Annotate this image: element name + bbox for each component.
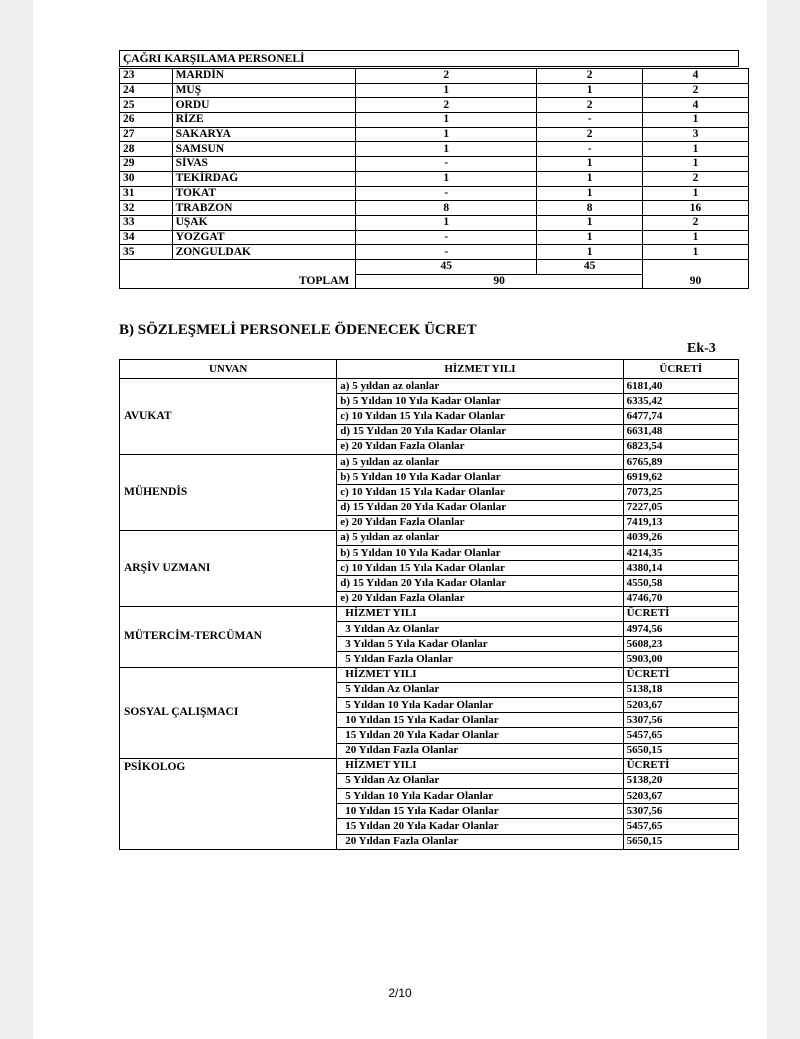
unvan-arsiv: ARŞİV UZMANI xyxy=(120,530,337,606)
row-number: 28 xyxy=(120,142,173,157)
city-name: TEKİRDAĞ xyxy=(172,171,356,186)
city-name: SİVAS xyxy=(172,157,356,172)
sub-header-ucret: ÜCRETİ xyxy=(623,667,738,682)
service-years: d) 15 Yıldan 20 Yıla Kadar Olanlar xyxy=(337,500,623,515)
table-row xyxy=(120,454,739,469)
service-years: c) 10 Yıldan 15 Yıla Kadar Olanlar xyxy=(337,485,623,500)
table-title: ÇAĞRI KARŞILAMA PERSONELİ xyxy=(119,50,739,67)
row-number: 34 xyxy=(120,230,173,245)
city-name: UŞAK xyxy=(172,215,356,230)
document-page xyxy=(33,0,767,1039)
salary-amount: 5138,18 xyxy=(623,682,738,697)
row-total: 2 xyxy=(643,171,749,186)
table-row xyxy=(120,230,749,245)
service-years: a) 5 yıldan az olanlar xyxy=(337,454,623,469)
count-b: 1 xyxy=(537,186,643,201)
service-years: d) 15 Yıldan 20 Yıla Kadar Olanlar xyxy=(337,424,623,439)
row-number: 25 xyxy=(120,98,173,113)
count-a: 1 xyxy=(356,127,537,142)
row-number: 31 xyxy=(120,186,173,201)
sub-header-row xyxy=(120,667,739,682)
count-b: 1 xyxy=(537,245,643,260)
salary-amount: 5903,00 xyxy=(623,652,738,667)
row-number: 23 xyxy=(120,69,173,84)
table-row xyxy=(120,142,749,157)
service-years: a) 5 yıldan az olanlar xyxy=(337,379,623,394)
count-b: 2 xyxy=(537,98,643,113)
service-years: 20 Yıldan Fazla Olanlar xyxy=(337,743,623,758)
row-number: 27 xyxy=(120,127,173,142)
salary-amount: 5307,56 xyxy=(623,713,738,728)
sub-header-hizmet: HİZMET YILI xyxy=(337,606,623,621)
row-total: 2 xyxy=(643,215,749,230)
service-years: b) 5 Yıldan 10 Yıla Kadar Olanlar xyxy=(337,394,623,409)
count-b: 1 xyxy=(537,83,643,98)
grand-total: 90 xyxy=(643,274,749,289)
salary-amount: 6477,74 xyxy=(623,409,738,424)
city-name: ORDU xyxy=(172,98,356,113)
salary-amount: 7227,05 xyxy=(623,500,738,515)
salary-amount: 4974,56 xyxy=(623,622,738,637)
personnel-distribution-table xyxy=(119,68,749,289)
service-years: 15 Yıldan 20 Yıla Kadar Olanlar xyxy=(337,819,623,834)
page-number: 2/10 xyxy=(388,986,412,1000)
service-years: c) 10 Yıldan 15 Yıla Kadar Olanlar xyxy=(337,561,623,576)
service-years: e) 20 Yıldan Fazla Olanlar xyxy=(337,591,623,606)
count-a: 1 xyxy=(356,215,537,230)
service-years: 5 Yıldan 10 Yıla Kadar Olanlar xyxy=(337,789,623,804)
service-years: c) 10 Yıldan 15 Yıla Kadar Olanlar xyxy=(337,409,623,424)
row-total: 1 xyxy=(643,186,749,201)
city-name: TRABZON xyxy=(172,201,356,216)
count-a: 1 xyxy=(356,83,537,98)
header-unvan: UNVAN xyxy=(120,360,337,379)
section-b-heading: B) SÖZLEŞMELİ PERSONELE ÖDENECEK ÜCRET xyxy=(119,322,477,338)
row-number: 33 xyxy=(120,215,173,230)
count-b: - xyxy=(537,113,643,128)
count-a: 8 xyxy=(356,201,537,216)
salary-amount: 6335,42 xyxy=(623,394,738,409)
count-a: - xyxy=(356,157,537,172)
count-a: 1 xyxy=(356,113,537,128)
city-name: ZONGULDAK xyxy=(172,245,356,260)
salary-amount: 6823,54 xyxy=(623,439,738,454)
service-years: b) 5 Yıldan 10 Yıla Kadar Olanlar xyxy=(337,470,623,485)
row-number: 32 xyxy=(120,201,173,216)
service-years: a) 5 yıldan az olanlar xyxy=(337,530,623,545)
table-row xyxy=(120,69,749,84)
sub-header-hizmet: HİZMET YILI xyxy=(337,758,623,773)
service-years: 10 Yıldan 15 Yıla Kadar Olanlar xyxy=(337,804,623,819)
salary-amount: 6181,40 xyxy=(623,379,738,394)
service-years: e) 20 Yıldan Fazla Olanlar xyxy=(337,515,623,530)
row-total: 1 xyxy=(643,113,749,128)
salary-table-header xyxy=(120,360,739,379)
empty-cell xyxy=(643,259,749,274)
city-name: SAKARYA xyxy=(172,127,356,142)
city-name: SAMSUN xyxy=(172,142,356,157)
count-a: - xyxy=(356,186,537,201)
salary-amount: 5457,65 xyxy=(623,819,738,834)
row-number: 35 xyxy=(120,245,173,260)
salary-amount: 6919,62 xyxy=(623,470,738,485)
table-row xyxy=(120,530,739,545)
city-name: TOKAT xyxy=(172,186,356,201)
row-total: 1 xyxy=(643,245,749,260)
salary-amount: 4214,35 xyxy=(623,546,738,561)
salary-amount: 5203,67 xyxy=(623,789,738,804)
count-b: 1 xyxy=(537,157,643,172)
row-total: 1 xyxy=(643,142,749,157)
salary-amount: 5650,15 xyxy=(623,834,738,849)
table-row xyxy=(120,379,739,394)
service-years: 10 Yıldan 15 Yıla Kadar Olanlar xyxy=(337,713,623,728)
count-b: 1 xyxy=(537,215,643,230)
row-total: 1 xyxy=(643,230,749,245)
salary-amount: 5457,65 xyxy=(623,728,738,743)
count-b: 8 xyxy=(537,201,643,216)
unvan-sosyal: SOSYAL ÇALIŞMACI xyxy=(120,667,337,758)
service-years: 5 Yıldan 10 Yıla Kadar Olanlar xyxy=(337,697,623,712)
table-row xyxy=(120,113,749,128)
salary-amount: 6765,89 xyxy=(623,454,738,469)
row-number: 30 xyxy=(120,171,173,186)
service-years: 5 Yıldan Az Olanlar xyxy=(337,682,623,697)
total-row xyxy=(120,274,749,289)
sub-header-row xyxy=(120,606,739,621)
row-total: 4 xyxy=(643,69,749,84)
unvan-muhendis: MÜHENDİS xyxy=(120,454,337,530)
table-row xyxy=(120,83,749,98)
row-total: 4 xyxy=(643,98,749,113)
city-name: MUŞ xyxy=(172,83,356,98)
unvan-avukat: AVUKAT xyxy=(120,379,337,455)
city-name: RİZE xyxy=(172,113,356,128)
unvan-mutercim: MÜTERCİM-TERCÜMAN xyxy=(120,606,337,667)
table-row xyxy=(120,171,749,186)
subtotal-row xyxy=(120,259,749,274)
row-total: 3 xyxy=(643,127,749,142)
table-row xyxy=(120,245,749,260)
header-ucret: ÜCRETİ xyxy=(623,360,738,379)
empty-cell xyxy=(120,259,356,274)
count-a: 2 xyxy=(356,98,537,113)
header-hizmet: HİZMET YILI xyxy=(337,360,623,379)
count-b: 1 xyxy=(537,230,643,245)
row-number: 24 xyxy=(120,83,173,98)
total-label: TOPLAM xyxy=(120,274,356,289)
count-b: 1 xyxy=(537,171,643,186)
sub-header-hizmet: HİZMET YILI xyxy=(337,667,623,682)
total-ab: 90 xyxy=(356,274,643,289)
salary-amount: 4550,58 xyxy=(623,576,738,591)
sub-header-row xyxy=(120,758,739,773)
table-row xyxy=(120,127,749,142)
row-number: 29 xyxy=(120,157,173,172)
service-years: 5 Yıldan Fazla Olanlar xyxy=(337,652,623,667)
service-years: 3 Yıldan Az Olanlar xyxy=(337,622,623,637)
table-row xyxy=(120,215,749,230)
table-row xyxy=(120,201,749,216)
city-name: MARDİN xyxy=(172,69,356,84)
unvan-psikolog: PSİKOLOG xyxy=(120,758,337,849)
service-years: 15 Yıldan 20 Yıla Kadar Olanlar xyxy=(337,728,623,743)
salary-amount: 4039,26 xyxy=(623,530,738,545)
table-row xyxy=(120,186,749,201)
count-b: 2 xyxy=(537,69,643,84)
service-years: 3 Yıldan 5 Yıla Kadar Olanlar xyxy=(337,637,623,652)
row-total: 16 xyxy=(643,201,749,216)
count-a: - xyxy=(356,245,537,260)
service-years: b) 5 Yıldan 10 Yıla Kadar Olanlar xyxy=(337,546,623,561)
annex-label: Ek-3 xyxy=(687,341,716,356)
salary-amount: 6631,48 xyxy=(623,424,738,439)
count-a: 1 xyxy=(356,142,537,157)
row-number: 26 xyxy=(120,113,173,128)
service-years: 20 Yıldan Fazla Olanlar xyxy=(337,834,623,849)
count-b: - xyxy=(537,142,643,157)
salary-amount: 7073,25 xyxy=(623,485,738,500)
subtotal-a: 45 xyxy=(356,259,537,274)
salary-amount: 5307,56 xyxy=(623,804,738,819)
city-name: YOZGAT xyxy=(172,230,356,245)
count-b: 2 xyxy=(537,127,643,142)
salary-amount: 4746,70 xyxy=(623,591,738,606)
service-years: d) 15 Yıldan 20 Yıla Kadar Olanlar xyxy=(337,576,623,591)
salary-amount: 5608,23 xyxy=(623,637,738,652)
salary-amount: 5203,67 xyxy=(623,697,738,712)
row-total: 1 xyxy=(643,157,749,172)
salary-amount: 5650,15 xyxy=(623,743,738,758)
salary-amount: 5138,20 xyxy=(623,773,738,788)
row-total: 2 xyxy=(643,83,749,98)
count-a: 1 xyxy=(356,171,537,186)
count-a: 2 xyxy=(356,69,537,84)
subtotal-b: 45 xyxy=(537,259,643,274)
service-years: 5 Yıldan Az Olanlar xyxy=(337,773,623,788)
salary-amount: 7419,13 xyxy=(623,515,738,530)
salary-amount: 4380,14 xyxy=(623,561,738,576)
sub-header-ucret: ÜCRETİ xyxy=(623,606,738,621)
table-row xyxy=(120,157,749,172)
table-row xyxy=(120,98,749,113)
sub-header-ucret: ÜCRETİ xyxy=(623,758,738,773)
salary-table xyxy=(119,359,739,850)
count-a: - xyxy=(356,230,537,245)
service-years: e) 20 Yıldan Fazla Olanlar xyxy=(337,439,623,454)
